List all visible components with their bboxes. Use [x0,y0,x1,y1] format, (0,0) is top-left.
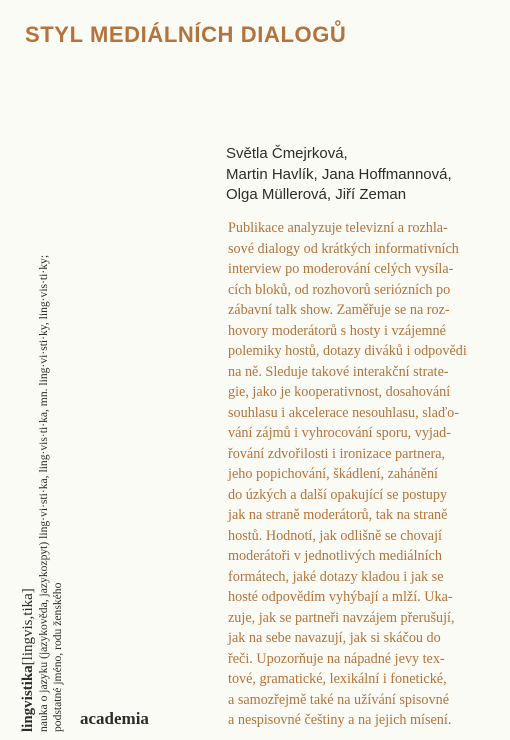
dictionary-headword: lingvistika [20,665,36,732]
author-list [226,144,498,206]
description-line: gie, jako je kooperativnost, dosahování [228,384,451,400]
author-line: Olga Müllerová, Jiří Zeman [226,186,407,203]
dictionary-definition: nauka o jazyku (jazykověda, jazykozpyt) ling·vi·sti·ka, ling·vis·ti·ka, mn. ling·vi·sti·ky, ling·vis·ti·ky; [37,254,50,732]
description-line: vání zájmů i vyhrocování sporu, vyjad- [228,425,452,441]
author-line: Světla Čmejrková, [226,145,348,162]
description-line: zuje, jak se partneři navzájem přerušují, [228,609,455,626]
description-line: moderátoři v jednotlivých mediálních [228,548,442,564]
description-line: hovory moderátorů s hosty i vzájemné [228,322,446,339]
dictionary-grammar: podstatné jméno, rodu ženského [51,582,64,732]
description-line: cích bloků, od rozhovorů seriózních po [228,281,451,298]
dictionary-headword-line [20,32,37,732]
description-line: řování zdvořilosti i ironizace partnera, [228,445,446,462]
description-line: sové dialogy od krátkých informativních [228,240,459,257]
dictionary-entry [20,32,65,732]
description-line: jak na sebe navazují, jak si skáčou do [228,630,441,646]
description-line: interview po moderování celých vysíla- [228,261,454,277]
dictionary-pronunciation: [lingvis,tika] [20,588,36,666]
description-line: polemiky hostů, dotazy diváků i odpovědi [228,343,467,359]
description-line: řeči. Upozorňuje na nápadné jevy tex- [228,650,445,667]
book-title: STYL MEDIÁLNÍCH DIALOGŮ [25,22,347,47]
publisher-name: academia [80,709,149,728]
description-line: jeho popichování, škádlení, zahánění [228,466,438,482]
author-line: Martin Havlík, Jana Hoffmannová, [226,165,452,183]
description-line: na ně. Sleduje takové interakční strate- [228,363,449,380]
book-description [228,218,500,731]
description-line: a nespisovné češtiny a na jejich mísení. [228,712,452,728]
description-line: jak na straně moderátorů, tak na straně [228,507,448,523]
description-line: Publikace analyzuje televizní a rozhla- [228,220,448,236]
description-line: do úzkých a další opakující se postupy [228,486,448,503]
description-line: hosté odpovědím vyhýbají a mlží. Uka- [228,589,453,605]
description-line: souhlasu i akcelerace nesouhlasu, slaďo- [228,404,459,421]
description-line: zábavní talk show. Zaměřuje se na roz- [228,302,450,318]
description-line: formátech, jaké dotazy kladou i jak se [228,568,444,585]
description-line: a samozřejmě také na užívání spisovné [228,691,450,708]
description-line: hostů. Hodnotí, jak odlišně se chovají [228,527,442,544]
description-line: tové, gramatické, lexikální i fonetické, [228,671,447,687]
